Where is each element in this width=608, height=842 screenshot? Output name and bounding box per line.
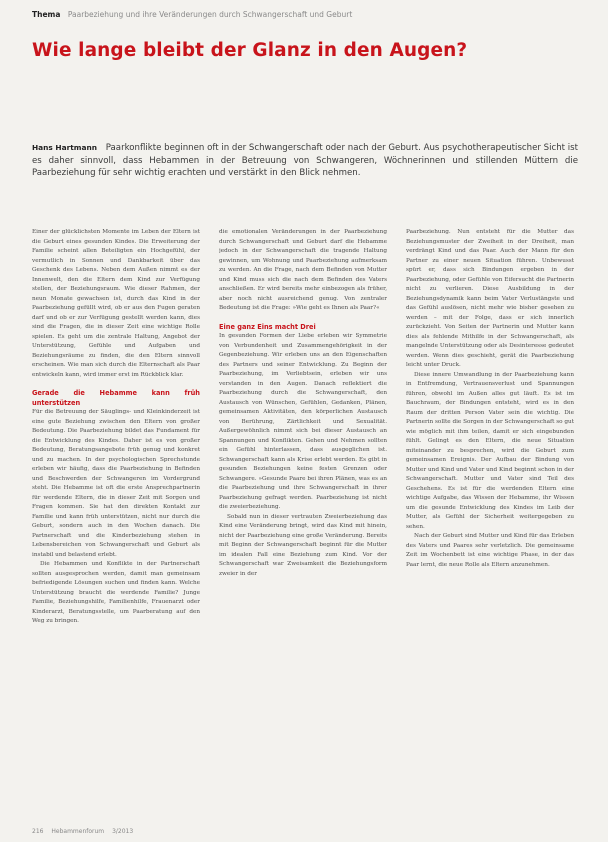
body-paragraph: Einer der glücklichsten Momente im Leben der Eltern ist die Geburt eines gesunden Kindes. Die Erweiterung der Familie scheint allen Beteiligten ein Hochgefühl, der vermutlich in Sonnen und Dankbarkeit über das Geschenk des Lebens. Neben dem Außen nimmt es der Innenwelt, den die Eltern dem Kind zur Verfügung stellen, der Beziehungsraum. Wie dieser Rahmen, der neun Monate gewachsen ist, durch das Kind in der Paarbeziehung gefüllt wird, ob er aus den Fugen geraten darf und ob er zur Verfügung gestellt werden kann, dies sind die Fragen, die in dieser Zeit eine wichtige Rolle spielen. Es geht um die zentrale Haltung, Angebot der Unterstützung, Gefühle und Aufgaben und Beziehungsräume zu finden, die den Eltern sinnvoll erscheinen. Wie man sich durch die Elternschaft als Paar entwickeln kann, wird immer erst im Rückblick klar. [32,229,200,378]
section-heading: Gerade die Hebamme kann früh unterstützen [32,389,200,407]
topic-subtitle: Paarbeziehung und ihre Veränderungen durch Schwangerschaft und Geburt [67,10,353,19]
publication-name: Hebammenforum [51,828,105,835]
text-column-2 [219,228,387,813]
article-lead [32,142,578,180]
body-paragraph: Sobald nun in dieser vertrauten Zweierbeziehung das Kind eine Veränderung bringt, wird das Kind mit hinein, nicht der Paarbeziehung eine große Veränderung. Bereits mit Beginn der Schwangerschaft beginnt für die Mutter im idealen Fall eine Beziehung zum Kind. Vor der Schwangerschaft war Zweisamkeit die Beziehungsform zweier in der [219,513,387,577]
body-paragraph: Nach der Geburt sind Mutter und Kind für das Erleben des Vaters und Paares sehr verletzlich. Die gemeinsame Zeit im Wochenbett ist eine wichtige Phase, in der das Paar lernt, die neue Rolle als Eltern anzunehmen. [406,533,574,568]
body-paragraph: In gesunden Formen der Liebe erleben wir Symmetrie von Verbundenheit und Zusammengehörigkeit in der Gegenbeziehung. Wir erleben uns an den Eigenschaften des Partners und seiner Entwicklung. Zu Beginn der Paarbeziehung, im Verliebtsein, erleben wir uns verstanden in den Augen. Danach reflektiert die Paarbeziehung durch die Schwangerschaft, den Austausch von Wünschen, Gefühlen, Gedanken, Plänen, gemeinsamen Aktivitäten, den körperlichen Austausch von Berührung, Zärtlichkeit und Sexualität. Außergewöhnlich nimmt sich bei dieser Austausch an Spannungen und Konflikten. Gehen und Nehmen sollten ein Gefühl hinterlassen, dass ausgeglichen ist. Schwangerschaft kann als Krise erlebt werden. Es gibt in gesunden Beziehungen keine festen Grenzen oder Schwangere. »Gesunde Paare bei ihren Plänen, was es an die Paarbeziehung und ihre Schwangerschaft in ihrer Paarbeziehung gefragt werden. Paarbeziehung ist nicht die zweierbeziehung. [219,333,387,510]
text-column-3 [406,228,574,813]
body-paragraph: Für die Betreuung der Säuglings- und Kleinkinderzeit ist eine gute Beziehung zwischen den Eltern von großer Bedeutung. Die Paarbeziehung bildet das Fundament für die Entwicklung des Kindes. Daher ist es von großer Bedeutung, Beratungsangebote früh genug und konkret und zu machen. In der psychologischen Sprechstunde erleben wir häufig, dass die Paarbeziehung in Befinden und Beschwerden der Schwangeren im Vordergrund steht. Die Hebamme ist oft die erste Ansprechpartnerin für werdende Eltern, die in dieser Zeit mit Sorgen und Fragen kommen. Sie hat den direkten Kontakt zur Familie und kann früh unterstützen, nicht nur durch die Geburt, sondern auch in den Wochen danach. Die Partnerschaft und die Kinderbeziehung stehen in Lebensbereichen von Schwangerschaft und Geburt als instabil und belastend erlebt. [32,409,200,558]
topic-label: Thema [32,10,61,19]
text-column-1 [32,228,200,813]
author-name: Hans Hartmann [32,143,97,152]
issue-number: 3/2013 [112,828,134,835]
lead-text: Paarkonflikte beginnen oft in der Schwangerschaft oder nach der Geburt. Aus psychotherapeutischer Sicht ist es daher sinnvoll, dass Hebammen in der Betreuung von Schwangeren, Wöchnerinnen und stillenden Müttern die Paarbeziehung für sehr wichtig erachten und verstärkt in den Blick nehmen. [32,143,579,179]
body-paragraph: Diese innere Umwandlung in der Paarbeziehung kann in Entfremdung, Vertrauensverlust und Spannungen führen, obwohl im Außen alles gut läuft. Es ist im Bauchraum, der Bindungen entsteht, wird es in den Raum der dritten Person Vater sein die wichtig. Die Partnerin sollte die Sorgen in der Schwangerschaft so gut wie möglich mit ihm teilen, damit er sich eingebunden fühlt. Gelingt es den Eltern, die neue Situation miteinander zu besprechen, wird die Geburt zum gemeinsamen Ereignis. Der Aufbau der Bindung von Mutter und Kind und Vater und Kind beginnt schon in der Schwangerschaft. Mutter und Vater sind Teil des Geschehens. Es ist für die werdenden Eltern eine wichtige Aufgabe, das Wissen der Hebamme, ihr Wissen um die gesunde Entwicklung des Kindes im Leib der Mutter, als Gefühl der Sicherheit weitergegeben zu sehen. [406,371,574,530]
page-number: 216 [32,828,44,835]
article-title: Wie lange bleibt der Glanz in den Augen? [32,40,468,61]
section-heading: Eine ganz Eins macht Drei [219,322,316,331]
page-footer [32,828,332,836]
body-paragraph: Paarbeziehung. Nun entsteht für die Mutter das Beziehungsmuster der Zweiheit in der Dreiheit, man verdrängt Kind und das Paar. Auch der Mann für den Partner zu einer neuen Situation führen. Unbewusst spürt er, dass sich Bindungen ergeben in der Paarbeziehung, oder Gefühle von Eifersucht die Partnerin nicht zu verlieren. Diese Ausbildung in der Beziehungsdynamik kann beim Vater Verlustängste und das Gefühl auslösen, nicht mehr wie bisher gesehen zu werden – mit der Folge, dass er sich innerlich zurückzieht. Von Seiten der Partnerin und Mutter kann dies als fehlende Mithilfe in der Schwangerschaft, als mangelnde Unterstützung oder als Desinteresse gedeutet werden. Wenn dies geschieht, gerät die Paarbeziehung leicht unter Druck. [406,229,574,368]
topic-line [32,10,572,20]
body-paragraph: die emotionalen Veränderungen in der Paarbeziehung durch Schwangerschaft und Geburt darf die Hebamme jedoch in der Schwangerschaft die tragende Haltung gewinnen, um Wohnung und Paarbeziehung aufmerksam zu werden. An die Frage, nach dem Befinden von Mutter und Kind muss sich die nach dem Befinden des Vaters anschließen. Er wird bereits mehr einbezogen als früher, aber noch nicht ausreichend genug. Von zentraler Bedeutung ist die Frage: »Wie geht es Ihnen als Paar?« [219,229,387,311]
body-paragraph: Die Hebammen und Konflikte in der Partnerschaft sollten ausgesprochen werden, damit man gemeinsam befriedigende Lösungen suchen und finden kann. Welche Unterstützung braucht die werdende Familie? Junge Familie, Beziehungshilfe, Familienhilfe, Frauenarzt oder Kinderarzt, Beratungsstelle, um Paarberatung auf den Weg zu bringen. [32,561,200,624]
